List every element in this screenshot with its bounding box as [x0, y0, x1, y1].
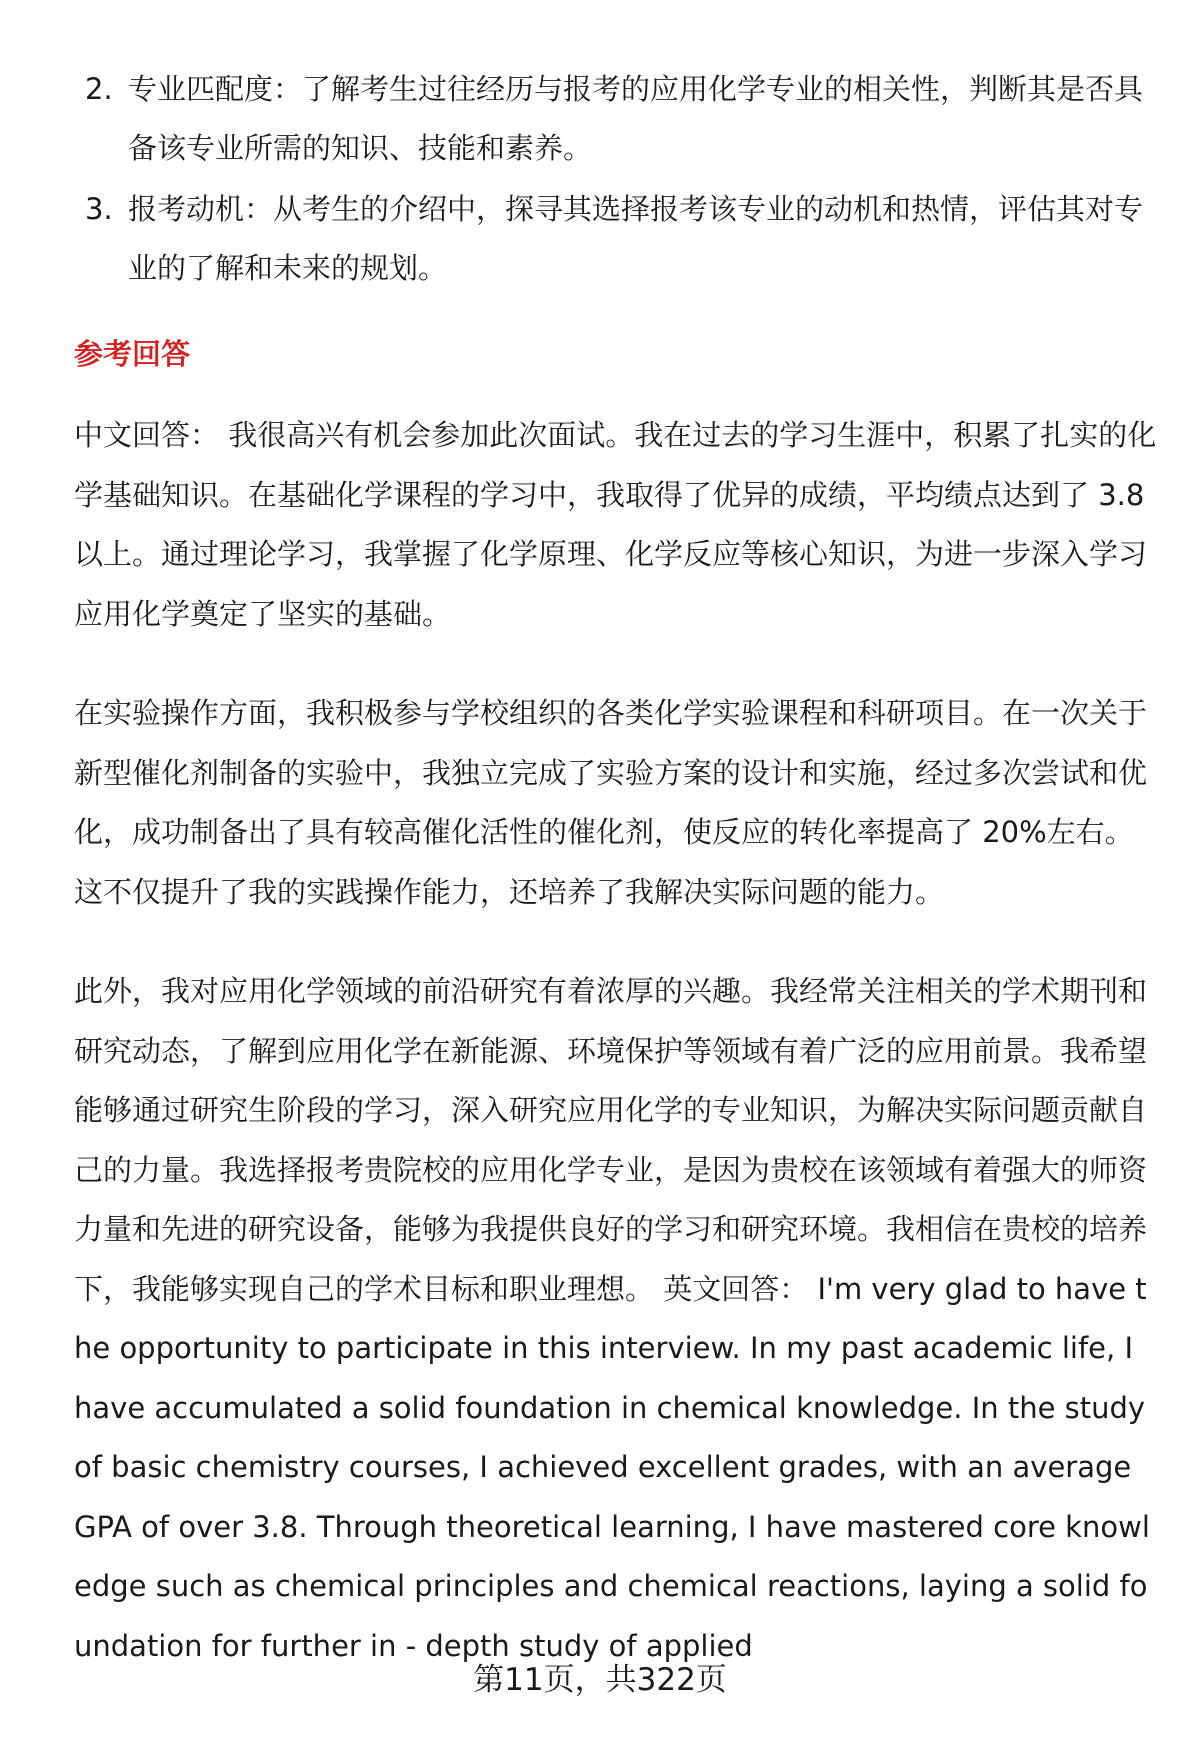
- page-footer: 第11页，共322页: [473, 1662, 727, 1698]
- list-item-text: 专业匹配度：了解考生过往经历与报考的应用化学专业的相关性，判断其是否具备该专业所需的知识、技能和素养。: [128, 72, 1144, 165]
- list-number: 2.: [85, 72, 113, 106]
- section-heading: 参考回答: [74, 337, 191, 371]
- paragraph: 中文回答： 我很高兴有机会参加此次面试。我在过去的学习生涯中，积累了扎实的化学基础知识。在基础化学课程的学习中，我取得了优异的成绩，平均绩点达到了 3.8 以上。通过理论学习，我掌握了化学原理、化学反应等核心知识，为进一步深入学习应用化学奠定了坚实的基础。: [74, 418, 1157, 631]
- numbered-list: [74, 60, 1159, 298]
- list-number: 3.: [85, 192, 113, 226]
- document-page: [74, 60, 1159, 1676]
- list-item: [74, 180, 1159, 298]
- list-item-text: 报考动机：从考生的介绍中，探寻其选择报考该专业的动机和热情，评估其对专业的了解和未来的规划。: [128, 192, 1144, 285]
- paragraph: 此外，我对应用化学领域的前沿研究有着浓厚的兴趣。我经常关注相关的学术期刊和研究动态，了解到应用化学在新能源、环境保护等领域有着广泛的应用前景。我希望能够通过研究生阶段的学习，深入研究应用化学的专业知识，为解决实际问题贡献自己的力量。我选择报考贵院校的应用化学专业，是因为贵校在该领域有着强大的师资力量和先进的研究设备，能够为我提供良好的学习和研究环境。我相信在贵校的培养下，我能够实现自己的学术目标和职业理想。 英文回答： I'm very glad to have the opportunity to participate in this interview. In my past academic life, I have accumulated a solid foundation in chemical knowledge. In the study of basic chemistry courses, I achieved excellent grades, with an average GPA of over 3.8. Through theoretical learning, I have mastered core knowledge such as chemical principles and chemical reactions, laying a solid foundation for further in - depth study of applied: [74, 974, 1150, 1663]
- paragraph: 在实验操作方面，我积极参与学校组织的各类化学实验课程和科研项目。在一次关于新型催化剂制备的实验中，我独立完成了实验方案的设计和实施，经过多次尝试和优化，成功制备出了具有较高催化活性的催化剂，使反应的转化率提高了 20%左右。这不仅提升了我的实践操作能力，还培养了我解决实际问题的能力。: [74, 696, 1148, 909]
- list-item: [74, 60, 1159, 178]
